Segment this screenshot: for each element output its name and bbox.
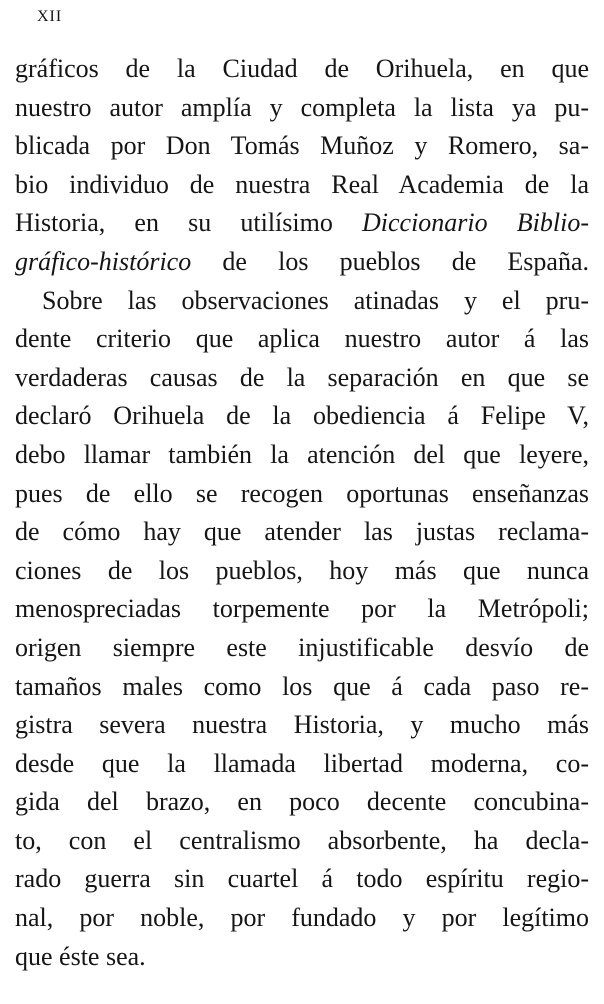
text-span: que éste sea. bbox=[15, 941, 146, 971]
text-line bbox=[15, 320, 589, 359]
text-line bbox=[15, 359, 589, 398]
body-text bbox=[15, 50, 589, 976]
paragraph-start-line bbox=[15, 282, 589, 321]
text-line bbox=[15, 204, 589, 243]
text-span: pues de ello se recogen oportunas enseñanzas bbox=[15, 478, 589, 508]
text-span: verdaderas causas de la separación en que se bbox=[15, 362, 589, 392]
page-number: XII bbox=[37, 8, 63, 25]
text-span: Historia, en su utilísimo bbox=[15, 208, 362, 238]
text-line bbox=[15, 127, 589, 166]
text-line bbox=[15, 590, 589, 629]
text-line bbox=[15, 166, 589, 205]
text-line bbox=[15, 706, 589, 745]
text-line bbox=[15, 243, 589, 282]
text-span: dente criterio que aplica nuestro autor á las bbox=[15, 324, 589, 354]
text-span: gida del brazo, en poco decente concubina- bbox=[15, 787, 589, 817]
text-line bbox=[15, 552, 589, 591]
italic-title-span: Diccionario Biblio- bbox=[361, 208, 589, 238]
text-span: tamaños males como los que á cada paso re- bbox=[15, 671, 589, 701]
text-line bbox=[15, 397, 589, 436]
text-line bbox=[15, 50, 589, 89]
text-span: debo llamar también la atención del que leyere, bbox=[15, 439, 589, 469]
text-span: declaró Orihuela de la obediencia á Felipe V, bbox=[15, 401, 589, 431]
text-line bbox=[15, 822, 589, 861]
text-line bbox=[15, 513, 589, 552]
text-line bbox=[15, 783, 589, 822]
text-span: nal, por noble, por fundado y por legítimo bbox=[15, 903, 589, 933]
text-line bbox=[15, 436, 589, 475]
text-span: gistra severa nuestra Historia, y mucho más bbox=[15, 710, 589, 740]
text-span: de cómo hay que atender las justas reclama- bbox=[15, 517, 589, 547]
text-line bbox=[15, 860, 589, 899]
text-span: blicada por Don Tomás Muñoz y Romero, sa- bbox=[15, 131, 589, 161]
text-span: gráficos de la Ciudad de Orihuela, en que bbox=[15, 54, 589, 83]
text-span: nuestro autor amplía y completa la lista ya pu- bbox=[15, 92, 589, 122]
text-span: to, con el centralismo absorbente, ha decla- bbox=[15, 825, 589, 855]
text-span: Sobre las observaciones atinadas y el pru- bbox=[42, 285, 589, 315]
text-line bbox=[15, 475, 589, 514]
text-span: ciones de los pueblos, hoy más que nunca bbox=[15, 555, 589, 585]
text-line bbox=[15, 745, 589, 784]
text-span: bio individuo de nuestra Real Academia de la bbox=[15, 169, 589, 199]
paragraph-end-line bbox=[15, 938, 589, 977]
italic-title-span: gráfico-histórico bbox=[15, 246, 192, 276]
text-span: desde que la llamada libertad moderna, co- bbox=[15, 748, 589, 778]
text-line bbox=[15, 89, 589, 128]
text-span: origen siempre este injustificable desvío de bbox=[15, 632, 589, 662]
text-line bbox=[15, 668, 589, 707]
text-span: de los pueblos de España. bbox=[191, 246, 589, 276]
text-span: menospreciadas torpemente por la Metrópoli; bbox=[15, 594, 589, 624]
text-line bbox=[15, 629, 589, 668]
text-span: rado guerra sin cuartel á todo espíritu regio- bbox=[15, 864, 589, 894]
text-line bbox=[15, 899, 589, 938]
